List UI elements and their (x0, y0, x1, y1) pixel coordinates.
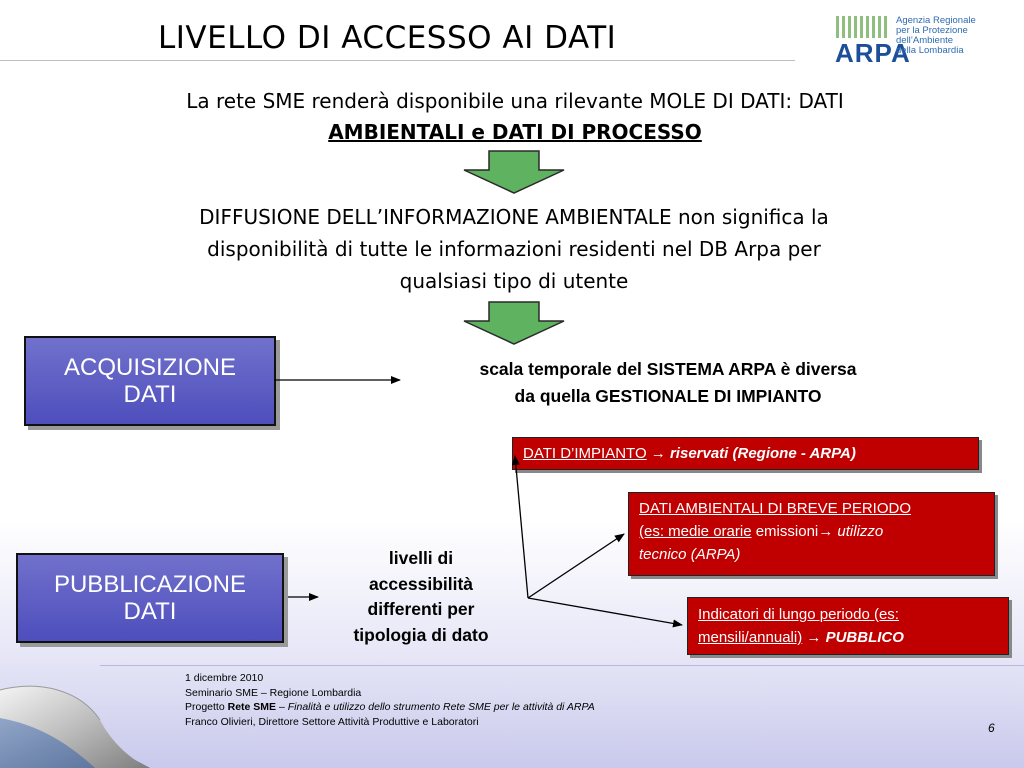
scala-temporale-text: scala temporale del SISTEMA ARPA è diversa da quella GESTIONALE DI IMPIANTO (479, 359, 857, 406)
slide-title: LIVELLO DI ACCESSO AI DATI (158, 20, 617, 56)
logo-tagline: Agenzia Regionale per la Protezione dell’Ambiente della Lombardia (896, 15, 976, 56)
footer (185, 671, 595, 729)
logo-wordmark: ARPA (835, 38, 911, 68)
pubblicazione-dati-box: PUBBLICAZIONE DATI (16, 553, 284, 643)
acquisizione-dati-box: ACQUISIZIONE DATI (24, 336, 276, 426)
footer-event: Seminario SME – Regione Lombardia (185, 686, 362, 699)
livelli-accessibilita-text: livelli di accessibilità differenti per tipologia di dato (353, 548, 489, 645)
indicatori-lungo-periodo-box: Indicatori di lungo periodo (es: mensili/annuali) → PUBBLICO (687, 597, 1009, 655)
arrow-right-icon: → (806, 629, 822, 646)
arrow-right-icon: → (650, 445, 666, 462)
footer-project: Progetto Rete SME – Finalità e utilizzo dello strumento Rete SME per le attività di ARPA (185, 701, 595, 713)
intro-lead: La rete SME renderà disponibile una rilevante MOLE DI DATI: DATI (186, 89, 844, 113)
page-number: 6 (988, 721, 995, 735)
footer-author: Franco Olivieri, Direttore Settore Attività Produttive e Laboratori (185, 715, 479, 728)
intro-emphasis: AMBIENTALI e DATI DI PROCESSO (328, 120, 702, 144)
diffusion-paragraph: DIFFUSIONE DELL’INFORMAZIONE AMBIENTALE non significa la disponibilità di tutte le informazioni residenti nel DB Arpa per qualsiasi tipo di utente (199, 205, 829, 293)
arrow-right-icon: → (818, 523, 834, 540)
footer-divider (100, 665, 1024, 666)
dati-ambientali-breve-box: DATI AMBIENTALI DI BREVE PERIODO (es: medie orarie emissioni→ utilizzo tecnico (ARPA) (628, 492, 995, 576)
footer-date: 1 dicembre 2010 (185, 672, 264, 684)
dati-impianto-box: DATI D’IMPIANTO → riservati (Regione - ARPA) (512, 437, 979, 470)
